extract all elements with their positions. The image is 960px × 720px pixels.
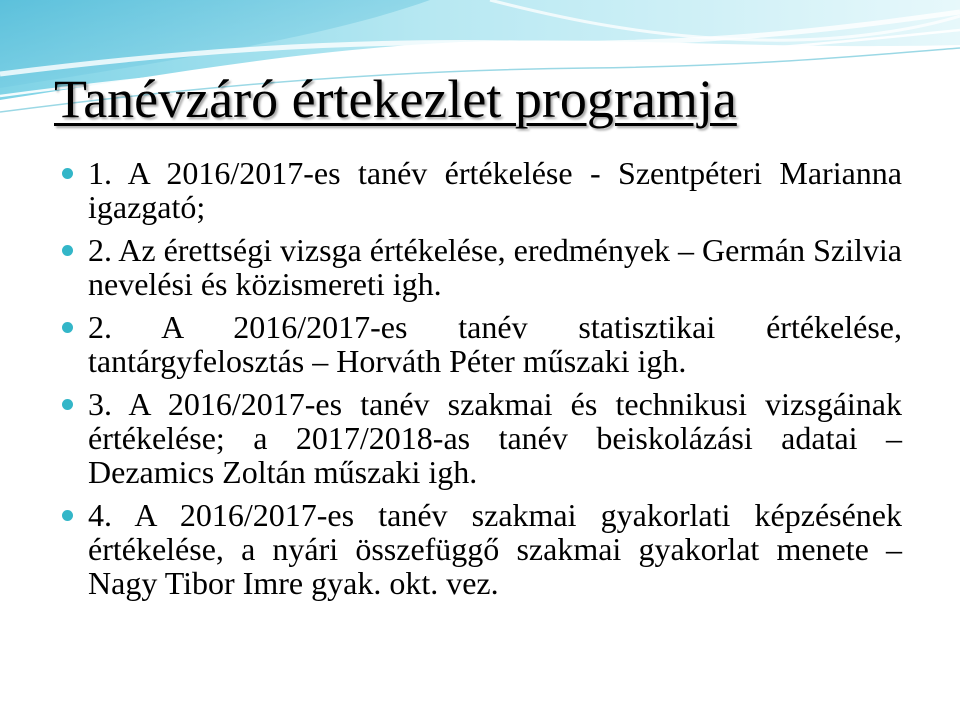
- list-item-text: 4. A 2016/2017-es tanév szakmai gyakorlati képzésének értékelése, a nyári összefüggő szakmai gyakorlat menete – Nagy Tibor Imre gyak. okt. vez.: [88, 497, 902, 601]
- list-item: [60, 233, 902, 301]
- round-bullet-icon: [62, 322, 73, 333]
- list-item: [60, 387, 902, 489]
- list-item-text: 3. A 2016/2017-es tanév szakmai és technikusi vizsgáinak értékelése; a 2017/2018-as tanév beiskolázási adatai – Dezamics Zoltán műszaki igh.: [88, 386, 902, 490]
- round-bullet-icon: [62, 510, 73, 521]
- program-list: [60, 156, 902, 609]
- round-bullet-icon: [62, 399, 73, 410]
- list-item-text: 1. A 2016/2017-es tanév értékelése - Szentpéteri Marianna igazgató;: [88, 155, 902, 225]
- list-item-text: 2. A 2016/2017-es tanév statisztikai értékelése, tantárgyfelosztás – Horváth Péter műszaki igh.: [88, 309, 902, 379]
- slide-title: Tanévzáró értekezlet programja: [54, 69, 737, 129]
- round-bullet-icon: [62, 245, 73, 256]
- round-bullet-icon: [62, 168, 73, 179]
- list-item: [60, 156, 902, 224]
- list-item-text: 2. Az érettségi vizsga értékelése, eredmények – Germán Szilvia nevelési és közismereti igh.: [88, 232, 902, 302]
- list-item: [60, 310, 902, 378]
- list-item: [60, 498, 902, 600]
